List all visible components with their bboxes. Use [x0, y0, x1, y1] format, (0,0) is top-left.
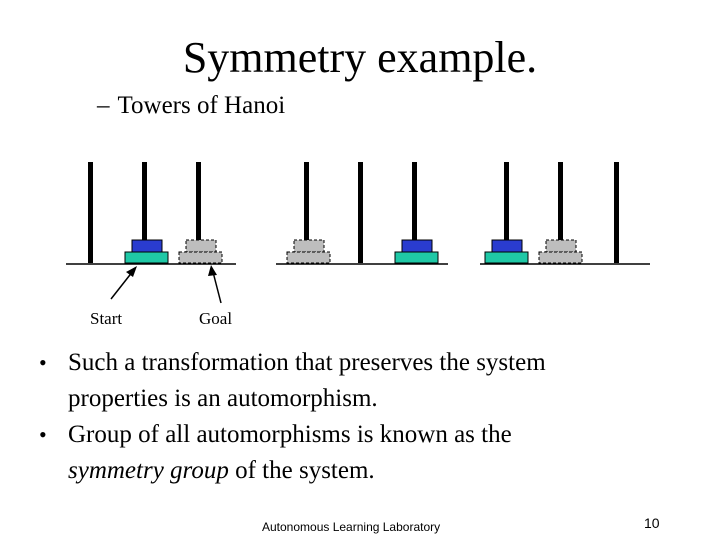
bullet-2-line-1: Group of all automorphisms is known as the — [68, 421, 512, 448]
goal-label: Goal — [199, 309, 233, 328]
page-number: 10 — [644, 515, 660, 531]
bullet-2-line-2-rest: of the system. — [228, 457, 375, 484]
bullet-1-line-1: Such a transformation that preserves the system — [68, 349, 546, 376]
goal-arrow — [208, 265, 221, 303]
peg — [358, 162, 363, 263]
footer-lab-name: Autonomous Learning Laboratory — [262, 520, 441, 534]
disk-small-gray — [294, 240, 324, 252]
start-arrow — [111, 266, 137, 299]
disk-small-gray — [186, 240, 216, 252]
bullet-item-1 — [39, 345, 708, 417]
start-label: Start — [90, 309, 123, 328]
disk-large-teal — [125, 252, 168, 263]
disk-large-teal — [395, 252, 438, 263]
subtitle-text: Towers of Hanoi — [117, 92, 286, 119]
subtitle-dash: – — [97, 92, 110, 119]
bullet-item-2 — [39, 417, 708, 489]
disk-small-blue — [402, 240, 432, 252]
bullet-2-line-2 — [68, 453, 708, 489]
bullet-marker: • — [39, 350, 47, 375]
disk-small-blue — [132, 240, 162, 252]
symmetry-group-term: symmetry group — [68, 457, 229, 484]
peg — [614, 162, 619, 263]
tower-state-2 — [276, 162, 448, 264]
disk-large-gray — [287, 252, 330, 263]
disk-small-blue — [492, 240, 522, 252]
bullet-1-line-2: properties is an automorphism. — [68, 385, 378, 412]
bullet-marker: • — [39, 422, 47, 447]
slide-title: Symmetry example. — [182, 33, 538, 82]
bullet-list — [39, 345, 708, 489]
disk-large-teal — [485, 252, 528, 263]
disk-large-gray — [179, 252, 222, 263]
disk-large-gray — [539, 252, 582, 263]
tower-state-3 — [480, 162, 650, 264]
disk-small-gray — [546, 240, 576, 252]
tower-state-1 — [66, 162, 236, 264]
peg — [88, 162, 93, 263]
